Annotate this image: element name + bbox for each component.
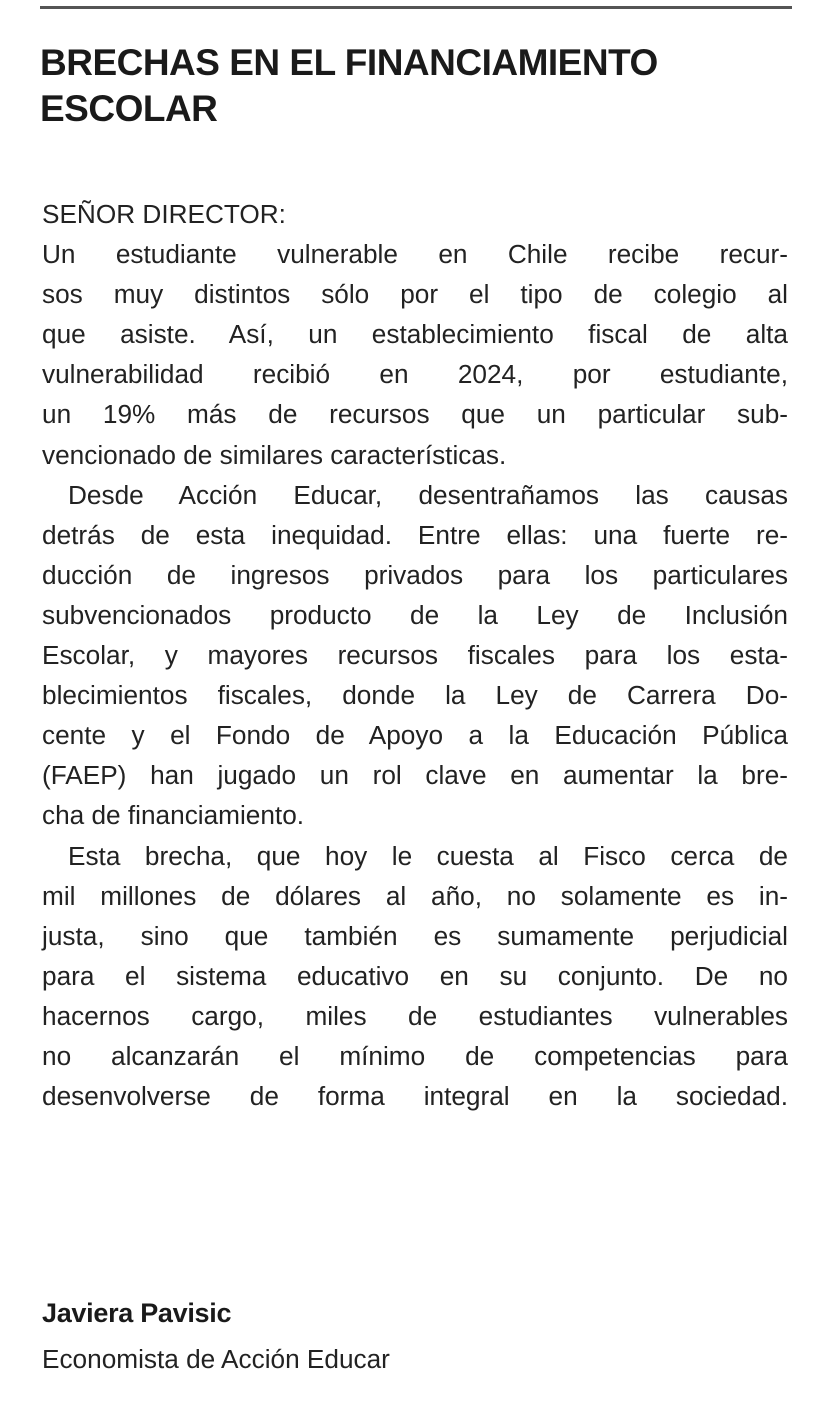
letter-headline	[40, 40, 780, 132]
paragraph-2	[42, 475, 788, 836]
text-line: mil millones de dólares al año, no solamente es in-	[42, 880, 788, 911]
text-line: detrás de esta inequidad. Entre ellas: una fuerte re-	[42, 519, 788, 550]
text-line: sos muy distintos sólo por el tipo de colegio al	[42, 279, 788, 310]
text-line: Esta brecha, que hoy le cuesta al Fisco cerca de	[68, 840, 788, 871]
text-line: Un estudiante vulnerable en Chile recibe recur-	[42, 239, 788, 270]
headline-line-1: BRECHAS EN EL FINANCIAMIENTO	[40, 42, 658, 83]
text-line: Escolar, y mayores recursos fiscales para los esta-	[42, 640, 788, 671]
text-line: no alcanzarán el mínimo de competencias para	[42, 1040, 788, 1071]
salutation: SEÑOR DIRECTOR:	[42, 199, 286, 229]
text-line: Desde Acción Educar, desentrañamos las causas	[68, 479, 788, 510]
text-line: (FAEP) han jugado un rol clave en aumentar la bre-	[42, 760, 788, 791]
author-name: Javiera Pavisic	[42, 1298, 232, 1328]
paragraph-3	[42, 836, 788, 1117]
text-line: vulnerabilidad recibió en 2024, por estudiante,	[42, 359, 788, 390]
text-line: un 19% más de recursos que un particular sub-	[42, 399, 788, 430]
headline-line-2: ESCOLAR	[40, 88, 218, 129]
text-line: justa, sino que también es sumamente perjudicial	[42, 920, 788, 951]
paragraph-1	[42, 234, 788, 475]
letter-body	[42, 194, 788, 1116]
text-line: subvencionados producto de la Ley de Inclusión	[42, 599, 788, 630]
text-line: cente y el Fondo de Apoyo a la Educación Pública	[42, 720, 788, 751]
text-line: para el sistema educativo en su conjunto. De no	[42, 960, 788, 991]
text-line: blecimientos fiscales, donde la Ley de Carrera Do-	[42, 680, 788, 711]
text-line: cha de financiamiento.	[42, 800, 305, 831]
text-line: vencionado de similares características.	[42, 439, 507, 470]
top-divider	[40, 6, 792, 9]
text-line: que asiste. Así, un establecimiento fiscal de alta	[42, 319, 788, 350]
text-line: ducción de ingresos privados para los particulares	[42, 559, 788, 590]
author-role: Economista de Acción Educar	[42, 1344, 390, 1374]
text-line: desenvolverse de forma integral en la sociedad.	[42, 1081, 788, 1112]
text-line: hacernos cargo, miles de estudiantes vulnerables	[42, 1000, 788, 1031]
